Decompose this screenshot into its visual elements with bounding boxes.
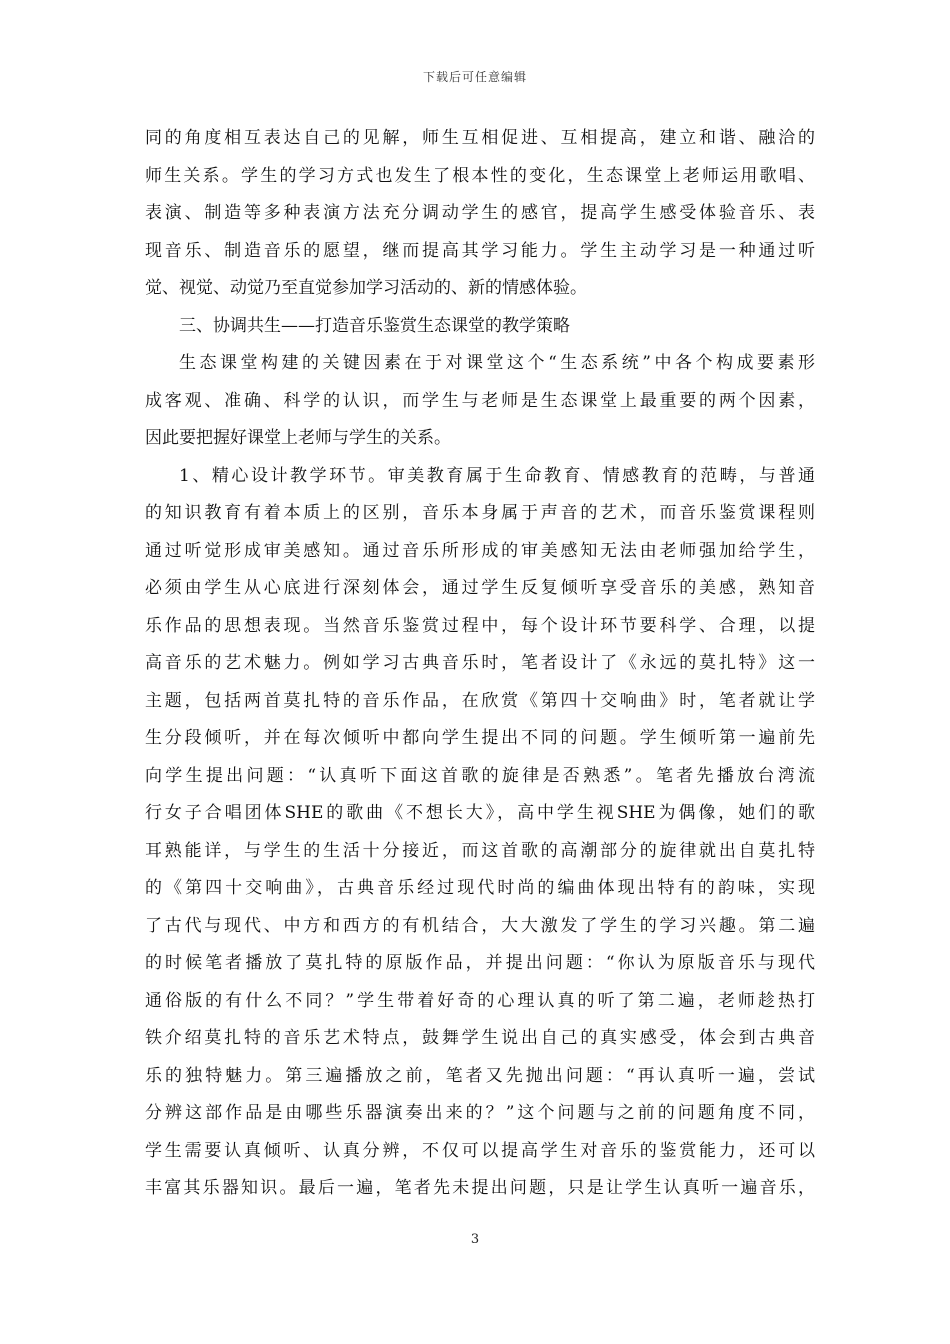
body-text — [145, 120, 815, 1208]
text-line: 三、协调共生——打造音乐鉴赏生态课堂的教学策略 — [179, 315, 570, 336]
text-line: 了古代与现代、中方和西方的有机结合，大大激发了学生的学习兴趣。第二遍 — [145, 915, 815, 936]
text-line: 现音乐、制造音乐的愿望，继而提高其学习能力。学生主动学习是一种通过听 — [145, 240, 815, 261]
text-line: 主题，包括两首莫扎特的音乐作品，在欣赏《第四十交响曲》时，笔者就让学 — [145, 690, 815, 711]
text-line: 通过听觉形成审美感知。通过音乐所形成的审美感知无法由老师强加给学生， — [145, 540, 815, 561]
text-line: 的知识教育有着本质上的区别，音乐本身属于声音的艺术，而音乐鉴赏课程则 — [145, 503, 815, 523]
text-line: 师生关系。学生的学习方式也发生了根本性的变化，生态课堂上老师运用歌唱、 — [145, 165, 815, 186]
text-line: 的《第四十交响曲》，古典音乐经过现代时尚的编曲体现出特有的韵味，实现 — [145, 878, 815, 898]
text-line: 生态课堂构建的关键因素在于对课堂这个“生态系统”中各个构成要素形 — [179, 353, 815, 373]
text-line: 同的角度相互表达自己的见解，师生互相促进、互相提高，建立和谐、融洽的 — [145, 128, 815, 148]
text-line: 表演、制造等多种表演方法充分调动学生的感官，提高学生感受体验音乐、表 — [145, 203, 815, 223]
text-line: 耳熟能详，与学生的生活十分接近，而这首歌的高潮部分的旋律就出自莫扎特 — [145, 840, 815, 861]
page-header: 下载后可任意编辑 — [422, 70, 527, 84]
text-line: 行女子合唱团体SHE的歌曲《不想长大》，高中学生视SHE为偶像，她们的歌 — [145, 803, 815, 823]
text-line: 通俗版的有什么不同？”学生带着好奇的心理认真的听了第二遍，老师趁热打 — [145, 990, 815, 1011]
text-line: 向学生提出问题：“认真听下面这首歌的旋律是否熟悉”。笔者先播放台湾流 — [145, 765, 815, 786]
text-line: 铁介绍莫扎特的音乐艺术特点，鼓舞学生说出自己的真实感受，体会到古典音 — [145, 1028, 815, 1048]
page-number: 3 — [470, 1232, 480, 1247]
text-line: 学生需要认真倾听、认真分辨，不仅可以提高学生对音乐的鉴赏能力，还可以 — [145, 1140, 815, 1161]
text-line: 分辨这部作品是由哪些乐器演奏出来的？”这个问题与之前的问题角度不同， — [145, 1103, 815, 1123]
text-line: 1、精心设计教学环节。审美教育属于生命教育、情感教育的范畴，与普通 — [179, 465, 815, 486]
text-line: 必须由学生从心底进行深刻体会，通过学生反复倾听享受音乐的美感，熟知音 — [145, 578, 815, 598]
text-line: 的时候笔者播放了莫扎特的原版作品，并提出问题：“你认为原版音乐与现代 — [145, 953, 815, 973]
text-line: 觉、视觉、动觉乃至直觉参加学习活动的、新的情感体验。 — [145, 278, 587, 298]
text-line: 乐的独特魅力。第三遍播放之前，笔者又先抛出问题：“再认真听一遍，尝试 — [145, 1065, 815, 1086]
text-line: 成客观、准确、科学的认识，而学生与老师是生态课堂上最重要的两个因素， — [145, 390, 815, 411]
text-line: 因此要把握好课堂上老师与学生的关系。 — [145, 428, 451, 448]
text-line: 高音乐的艺术魅力。例如学习古典音乐时，笔者设计了《永远的莫扎特》这一 — [145, 653, 815, 673]
text-line: 生分段倾听，并在每次倾听中都向学生提出不同的问题。学生倾听第一遍前先 — [145, 728, 815, 748]
text-line: 丰富其乐器知识。最后一遍，笔者先未提出问题，只是让学生认真听一遍音乐， — [145, 1178, 815, 1198]
text-line: 乐作品的思想表现。当然音乐鉴赏过程中，每个设计环节要科学、合理，以提 — [145, 615, 815, 636]
